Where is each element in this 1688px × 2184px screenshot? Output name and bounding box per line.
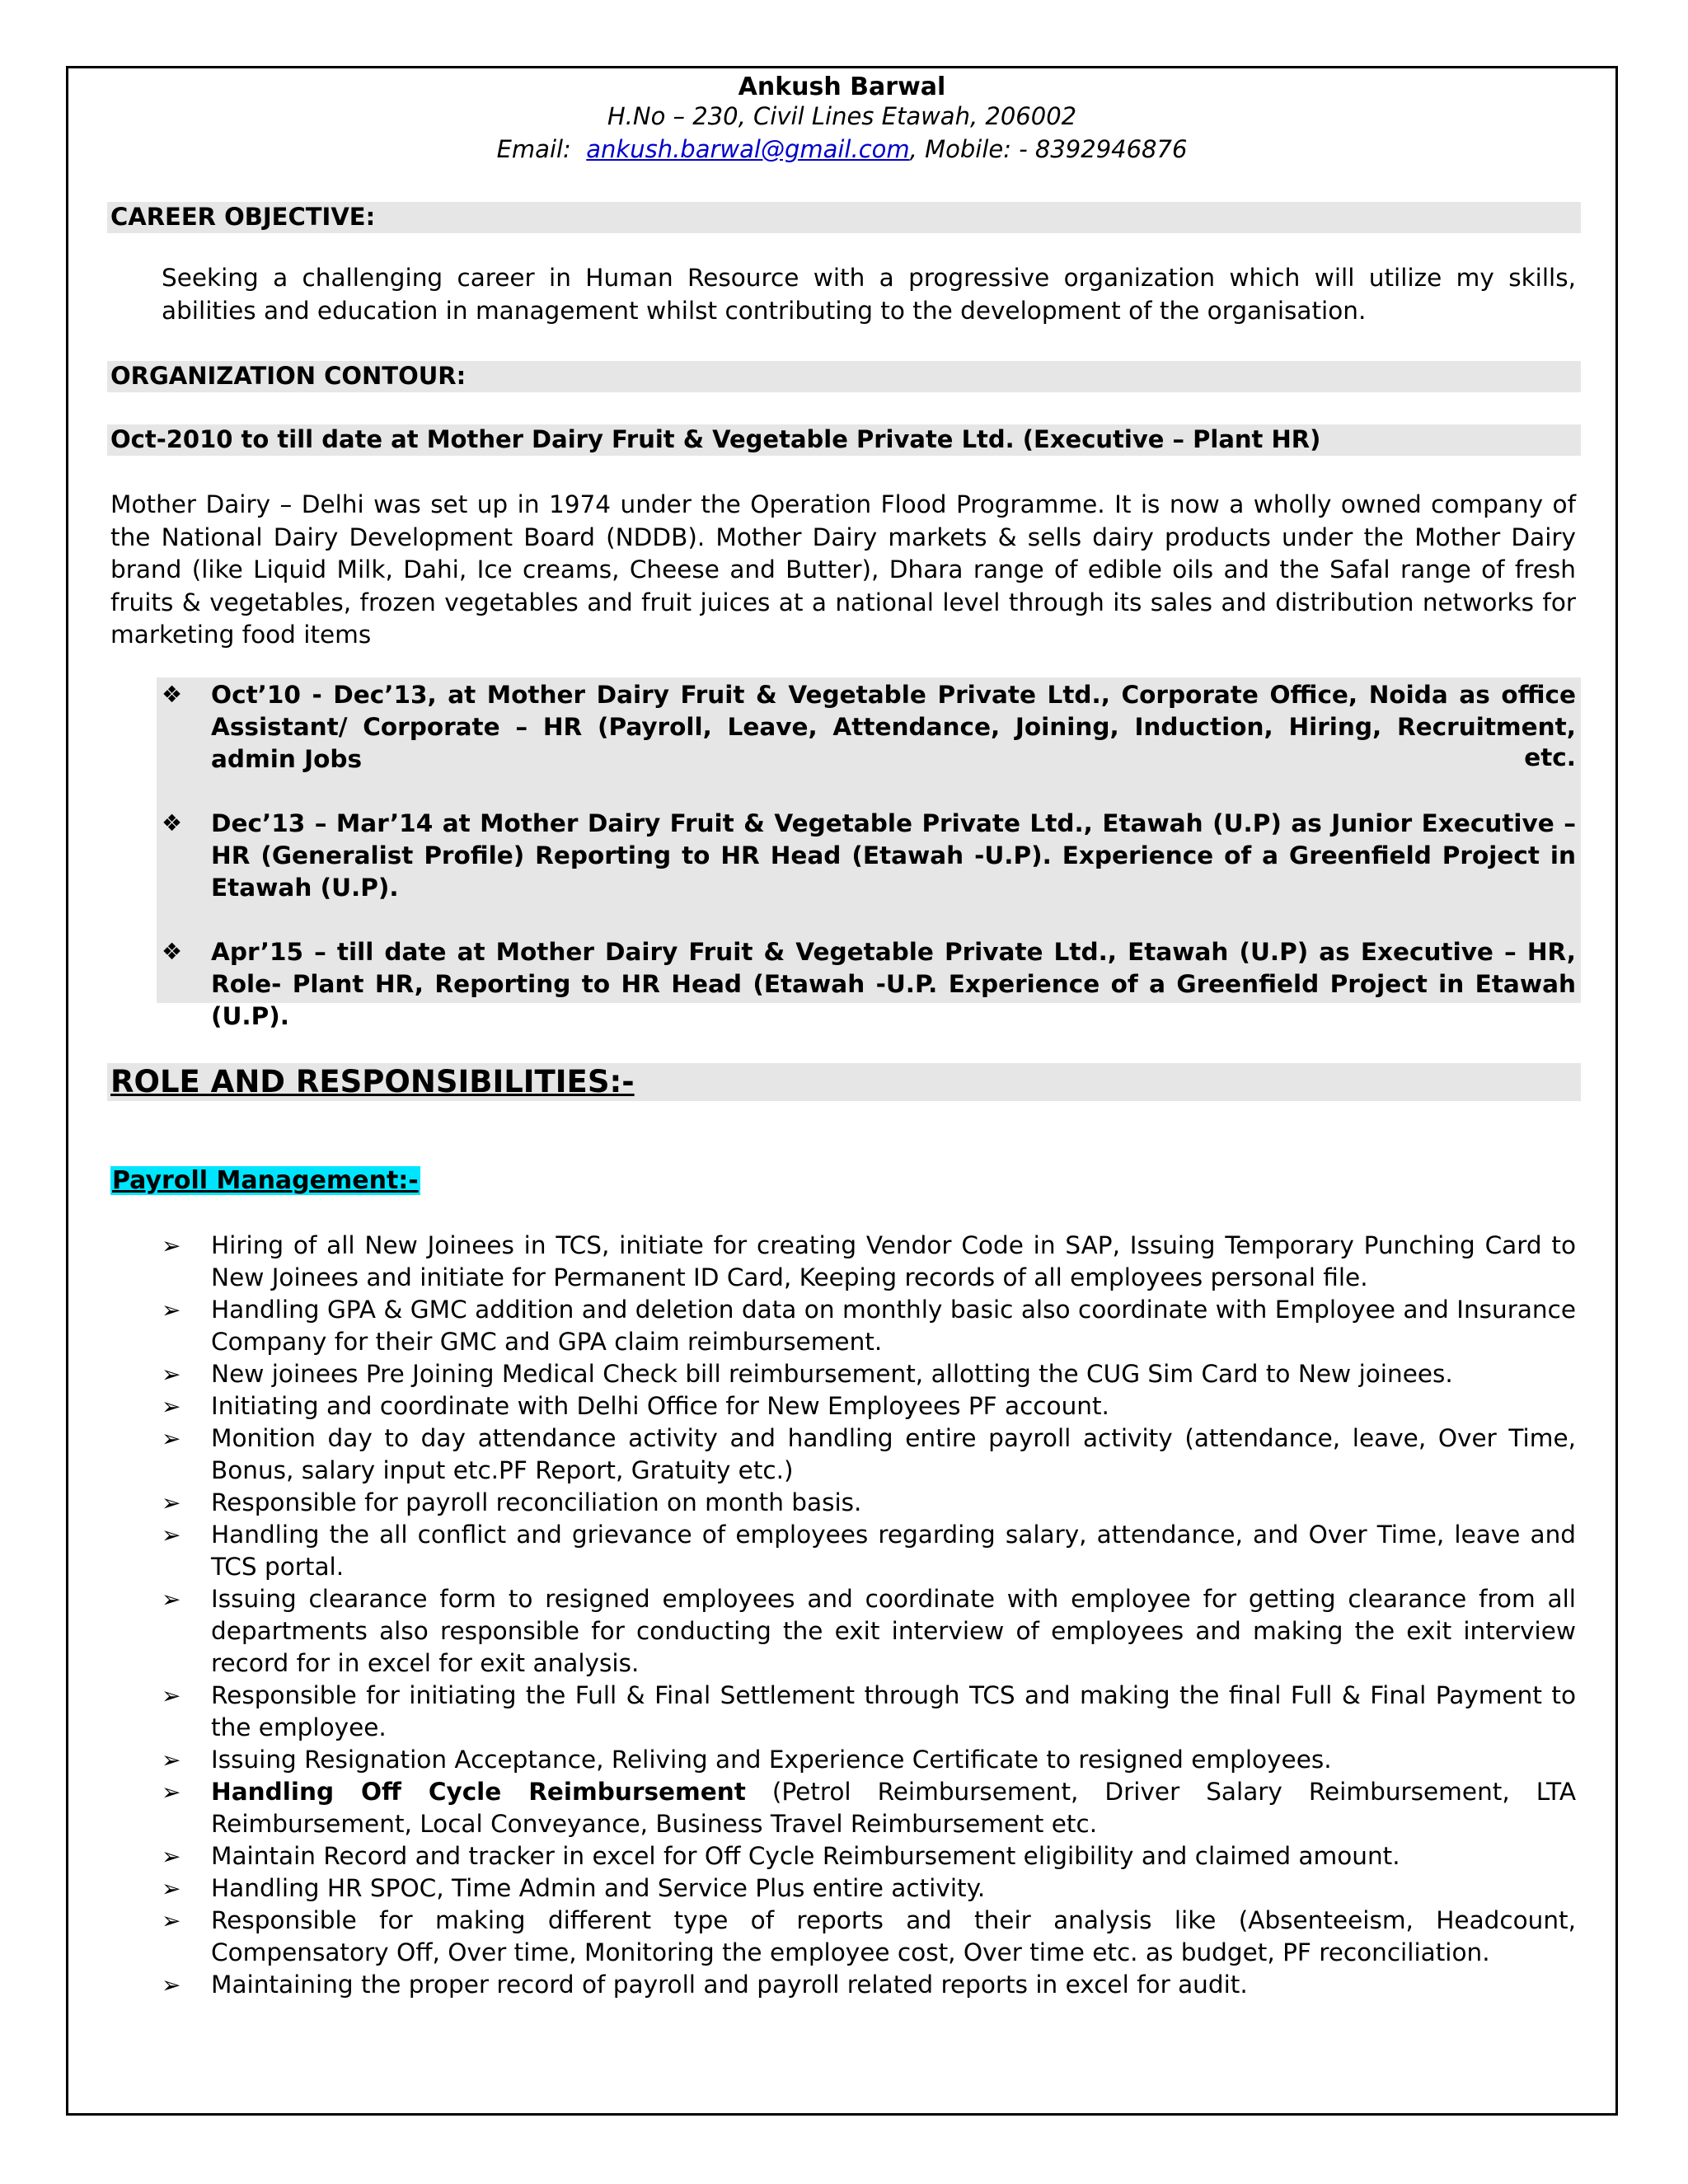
experience-item-1-end: etc. (1524, 743, 1576, 771)
career-objective-title: CAREER OBJECTIVE: (110, 203, 376, 231)
arrow-bullet-icon: ➢ (162, 1521, 181, 1549)
address: H.No – 230, Civil Lines Etawah, 206002 (607, 102, 1077, 130)
list-item: ➢ New joinees Pre Joining Medical Check bill reimbursement, allotting the CUG Sim Card to New joinees. (162, 1358, 1576, 1390)
arrow-bullet-icon: ➢ (162, 1746, 181, 1774)
list-item: ➢ Maintain Record and tracker in excel for Off Cycle Reimbursement eligibility and claimed amount. (162, 1840, 1576, 1872)
arrow-bullet-icon: ➢ (162, 1843, 181, 1870)
list-item: ➢ Monition day to day attendance activity and handling entire payroll activity (attendance, leave, Over Time, Bonus, salary input etc.PF Report, Gratuity etc.) (162, 1424, 1576, 1484)
list-item: ➢ Issuing Resignation Acceptance, Reliving and Experience Certificate to resigned employees. (162, 1744, 1576, 1776)
mobile-text: , Mobile: - 8392946876 (909, 135, 1188, 163)
diamond-bullet-icon: ❖ (162, 809, 183, 837)
company-description: Mother Dairy – Delhi was set up in 1974 under the Operation Flood Programme. It is now a wholly owned company of the National Dairy Development Board (NDDB). Mother Dairy markets & sells dairy products under the Mother Dairy brand (like Liquid Milk, Dahi, Ice creams, Cheese and Butter), Dhara range of edible oils and the Safal range of fresh fruits & vegetables, frozen vegetables and fruit juices at a national level through its sales and distribution networks for marketing food items (110, 490, 1576, 649)
experience-item-2: Dec’13 – Mar’14 at Mother Dairy Fruit & Vegetable Private Ltd., Etawah (U.P) as Junior Executive – HR (Generalist Profile) Reporting to HR Head (Etawah -U.P). Experience of a Greenfield Project in Etawah (U.P). (211, 809, 1576, 902)
list-item: ➢ Responsible for making different type of reports and their analysis like (Absenteeism, Headcount, Compensatory Off, Over time, Monitoring the employee cost, Over time etc. as budget, PF reconciliation. (162, 1906, 1576, 1966)
email-label: Email: (496, 135, 571, 163)
list-item: ➢ Responsible for payroll reconciliation on month basis. (162, 1487, 1576, 1519)
arrow-bullet-icon: ➢ (162, 1586, 181, 1613)
arrow-bullet-icon: ➢ (162, 1425, 181, 1452)
roles-title: ROLE AND RESPONSIBILITIES:- (110, 1064, 635, 1099)
diamond-bullet-icon: ❖ (162, 681, 183, 708)
experience-item-3: Apr’15 – till date at Mother Dairy Fruit & Vegetable Private Ltd., Etawah (U.P) as Executive – HR, Role- Plant HR, Reporting to HR Head (Etawah -U.P. Experience of a Greenfield Project in Etawah (U.P). (211, 938, 1576, 1030)
arrow-bullet-icon: ➢ (162, 1232, 181, 1259)
contact-line (66, 135, 1618, 163)
email-link[interactable]: ankush.barwal@gmail.com (586, 135, 910, 163)
experience-item-1: Oct’10 - Dec’13, at Mother Dairy Fruit & Vegetable Private Ltd., Corporate Office, Noida as office Assistant/ Corporate – HR (Payroll, Leave, Attendance, Joining, Induction, Hiring, Recruitment, admin Jobs (211, 681, 1576, 773)
list-item: ➢ Handling GPA & GMC addition and deletion data on monthly basic also coordinate with Employee and Insurance Company for their GMC and GPA claim reimbursement. (162, 1296, 1576, 1356)
arrow-bullet-icon: ➢ (162, 1296, 181, 1324)
diamond-bullet-icon: ❖ (162, 938, 183, 965)
career-objective-text: Seeking a challenging career in Human Resource with a progressive organization which will utilize my skills, abilities and education in management whilst contributing to the development of the organisation. (162, 264, 1576, 325)
arrow-bullet-icon: ➢ (162, 1393, 181, 1420)
arrow-bullet-icon: ➢ (162, 1682, 181, 1709)
list-item: ➢ Handling Off Cycle Reimbursement (Petrol Reimbursement, Driver Salary Reimbursement, LTA Reimbursement, Local Conveyance, Business Travel Reimbursement etc. (162, 1778, 1576, 1838)
arrow-bullet-icon: ➢ (162, 1779, 181, 1806)
list-item: ➢ Maintaining the proper record of payroll and payroll related reports in excel for audit. (162, 1969, 1576, 2001)
list-item: ➢ Hiring of all New Joinees in TCS, initiate for creating Vendor Code in SAP, Issuing Temporary Punching Card to New Joinees and initiate for Permanent ID Card, Keeping records of all employees personal file. (162, 1231, 1576, 1291)
list-item: ➢ Initiating and coordinate with Delhi Office for New Employees PF account. (162, 1390, 1576, 1422)
list-item: ➢ Responsible for initiating the Full & Final Settlement through TCS and making the final Full & Final Payment to the employee. (162, 1681, 1576, 1741)
list-item: ➢ Handling the all conflict and grievance of employees regarding salary, attendance, and Over Time, leave and TCS portal. (162, 1521, 1576, 1581)
payroll-management-title: Payroll Management:- (112, 1166, 419, 1195)
arrow-bullet-icon: ➢ (162, 1907, 181, 1934)
arrow-bullet-icon: ➢ (162, 1489, 181, 1516)
responsibilities-list (162, 1230, 1576, 2001)
organization-contour-title: ORGANIZATION CONTOUR: (110, 362, 467, 390)
current-position: Oct-2010 to till date at Mother Dairy Fruit & Vegetable Private Ltd. (Executive – Plant HR) (110, 425, 1321, 453)
list-item: ➢ Handling HR SPOC, Time Admin and Service Plus entire activity. (162, 1872, 1576, 1905)
list-item: ➢ Issuing clearance form to resigned employees and coordinate with employee for getting clearance from all departments also responsible for conducting the exit interview of employees and making the exit interview record for in excel for exit analysis. (162, 1585, 1576, 1677)
arrow-bullet-icon: ➢ (162, 1971, 181, 1999)
arrow-bullet-icon: ➢ (162, 1361, 181, 1388)
off-cycle-bold: Handling Off Cycle Reimbursement (211, 1778, 746, 1806)
arrow-bullet-icon: ➢ (162, 1875, 181, 1902)
candidate-name: Ankush Barwal (738, 73, 946, 101)
